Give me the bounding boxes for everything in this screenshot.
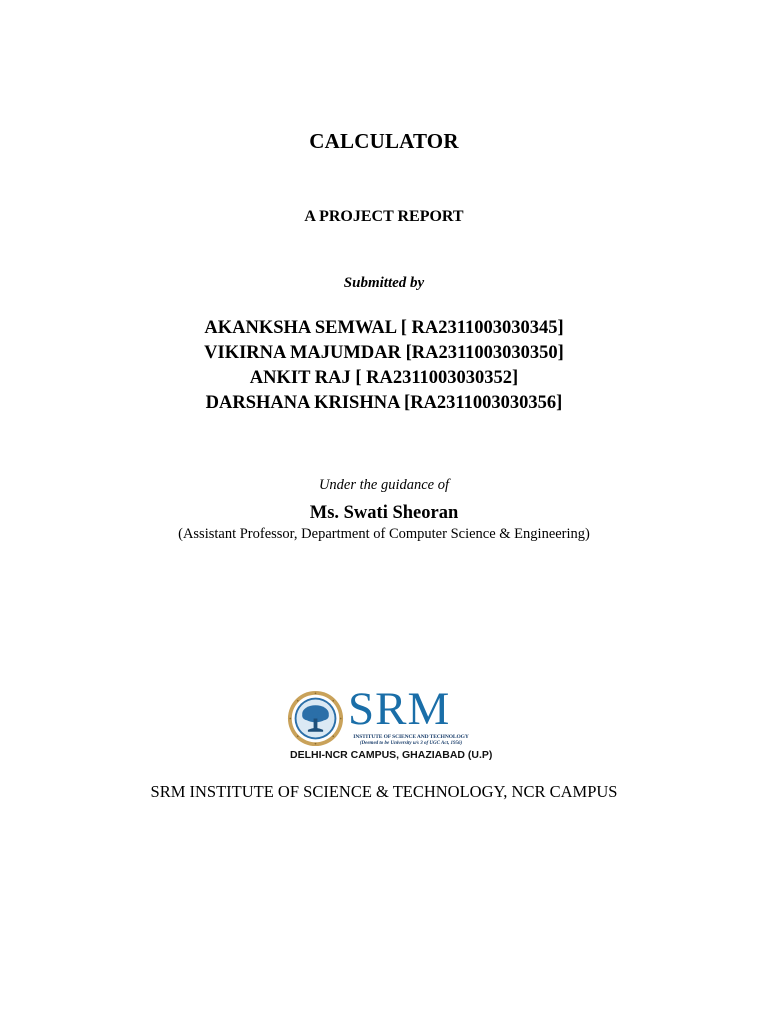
institute-name: SRM INSTITUTE OF SCIENCE & TECHNOLOGY, NCR CAMPUS	[150, 782, 618, 801]
report-title: CALCULATOR	[309, 129, 459, 153]
srm-tree-seal-icon	[287, 690, 344, 747]
student-list	[0, 316, 768, 416]
student-name: DARSHANA KRISHNA [RA2311003030356]	[205, 393, 563, 413]
guide-name: Ms. Swati Sheoran	[309, 503, 459, 523]
logo-brand-text: SRM	[348, 683, 451, 735]
logo-institute-text: INSTITUTE OF SCIENCE AND TECHNOLOGY	[353, 734, 469, 740]
student-name: ANKIT RAJ [ RA2311003030352]	[249, 368, 519, 388]
guidance-label: Under the guidance of	[318, 477, 450, 493]
student-name: VIKIRNA MAJUMDAR [RA2311003030350]	[204, 343, 564, 363]
guide-designation: (Assistant Professor, Department of Computer Science & Engineering)	[178, 526, 590, 542]
logo-campus-text: DELHI-NCR CAMPUS, GHAZIABAD (U.P)	[290, 749, 493, 761]
srm-logo	[284, 683, 493, 764]
logo-deemed-text: (Deemed to be University u/s 3 of UGC Act, 1956)	[359, 741, 463, 746]
report-subtitle: A PROJECT REPORT	[304, 208, 464, 225]
submitted-by-label: Submitted by	[343, 275, 425, 291]
student-name: AKANKSHA SEMWAL [ RA2311003030345]	[204, 318, 564, 338]
